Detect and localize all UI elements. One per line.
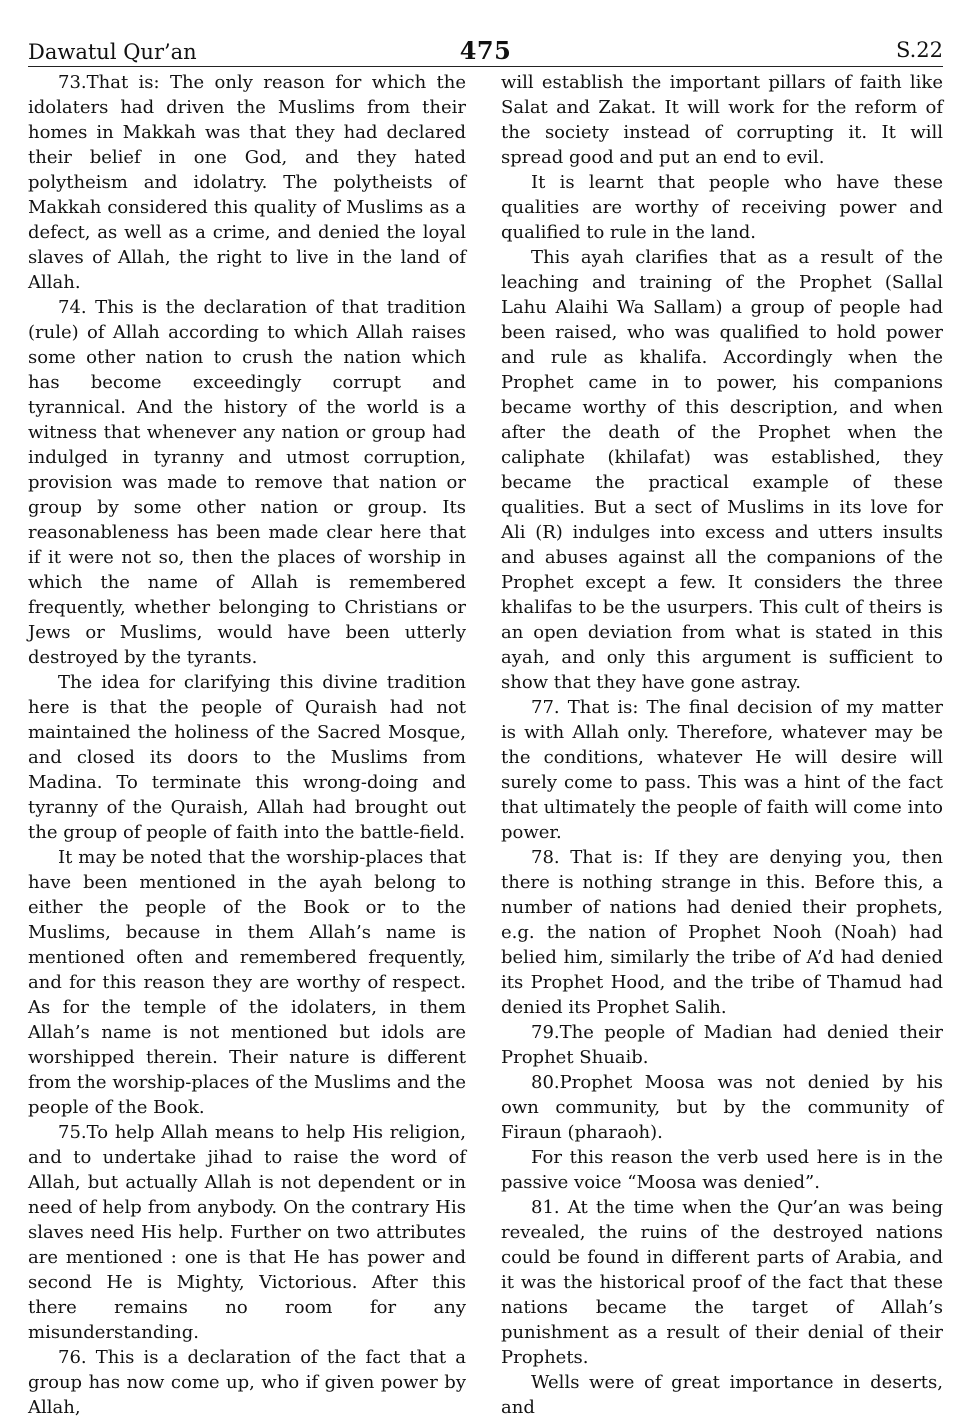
paragraph: 76. This is a declaration of the fact that a group has now come up, who if given power by Allah, (28, 1347, 466, 1418)
paragraph: will establish the important pillars of faith like Salat and Zakat. It will work for the reform of the society instead of corrupting it. It will spread good and put an end to evil. (501, 72, 943, 168)
page-header (28, 36, 943, 66)
paragraph: 74. This is the declaration of that tradition (rule) of Allah according to which Allah raises some other nation to crush the nation which has become exceedingly corrupt and tyrannical. And the history of the world is a witness that whenever any nation or group had indulged in tyranny and utmost corruption, provision was made to remove that nation or group by some other nation or group. Its reasonableness has been made clear here that if it were not so, then the places of worship in which the name of Allah is remembered frequently, whether belonging to Christians or Jews or Muslims, would have been utterly destroyed by the tyrants. (28, 297, 466, 668)
paragraph: 77. That is: The final decision of my matter is with Allah only. Therefore, whatever may be the conditions, whatever He will desire will surely come to pass. This was a hint of the fact that ultimately the people of faith will come into power. (501, 697, 943, 843)
paragraph: It may be noted that the worship-places that have been mentioned in the ayah belong to either the people of the Book or to the Muslims, because in them Allah’s name is mentioned often and remembered frequently, and for this reason they are worthy of respect. As for the temple of the idolaters, in them Allah’s name is not mentioned but idols are worshipped therein. Their nature is different from the worship-places of the Muslims and the people of the Book. (28, 847, 466, 1118)
header-rule (28, 66, 943, 67)
paragraph: The idea for clarifying this divine tradition here is that the people of Quraish had not maintained the holiness of the Sacred Mosque, and closed its doors to the Muslims from Madina. To terminate this wrong-doing and tyranny of the Quraish, Allah had brought out the group of people of faith into the battle-field. (28, 672, 466, 843)
paragraph: 75.To help Allah means to help His religion, and to undertake jihad to raise the word of Allah, but actually Allah is not dependent or in need of help from anybody. On the contrary His slaves need His help. Further on two attributes are mentioned : one is that He has power and second He is Mighty, Victorious. After this there remains no room for any misunderstanding. (28, 1122, 466, 1343)
right-column (501, 70, 943, 1420)
left-column (28, 70, 466, 1420)
paragraph: It is learnt that people who have these qualities are worthy of receiving power and qualified to rule in the land. (501, 172, 943, 243)
page-number: 475 (459, 36, 512, 65)
paragraph: 73.That is: The only reason for which the idolaters had driven the Muslims from their homes in Makkah was that they had declared their belief in one God, and they hated polytheism and idolatry. The polytheists of Makkah considered this quality of Muslims as a defect, as well as a crime, and denied the loyal slaves of Allah, the right to live in the land of Allah. (28, 72, 466, 293)
paragraph: 81. At the time when the Qur’an was being revealed, the ruins of the destroyed nations could be found in different parts of Arabia, and it was the historical proof of the fact that these nations became the target of Allah’s punishment as a result of their denial of their Prophets. (501, 1197, 943, 1368)
paragraph: Wells were of great importance in deserts, and (501, 1372, 943, 1418)
paragraph: For this reason the verb used here is in the passive voice “Moosa was denied”. (501, 1147, 943, 1193)
paragraph: 79.The people of Madian had denied their Prophet Shuaib. (501, 1022, 943, 1068)
paragraph: 80.Prophet Moosa was not denied by his own community, but by the community of Firaun (pharaoh). (501, 1072, 943, 1143)
paragraph: This ayah clarifies that as a result of the leaching and training of the Prophet (Sallal Lahu Alaihi Wa Sallam) a group of people had been raised, who was qualified to hold power and rule as khalifa. Accordingly when the Prophet came in to power, his companions became worthy of this description, and when after the death of the Prophet when the caliphate (khilafat) was established, they became the practical example of these qualities. But a sect of Muslims in its love for Ali (R) indulges into excess and utters insults and abuses against all the companions of the Prophet except a few. It considers the three khalifas to be the usurpers. This cult of theirs is an open deviation from what is stated in this ayah, and only this argument is sufficient to show that they have gone astray. (501, 247, 943, 693)
surah-label: S.22 (895, 38, 943, 62)
paragraph: 78. That is: If they are denying you, then there is nothing strange in this. Before this, a number of nations had denied their prophets, e.g. the nation of Prophet Nooh (Noah) had belied him, similarly the tribe of A’d had denied its Prophet Hood, and the tribe of Thamud had denied its Prophet Salih. (501, 847, 943, 1018)
book-title: Dawatul Qur’an (28, 40, 197, 64)
